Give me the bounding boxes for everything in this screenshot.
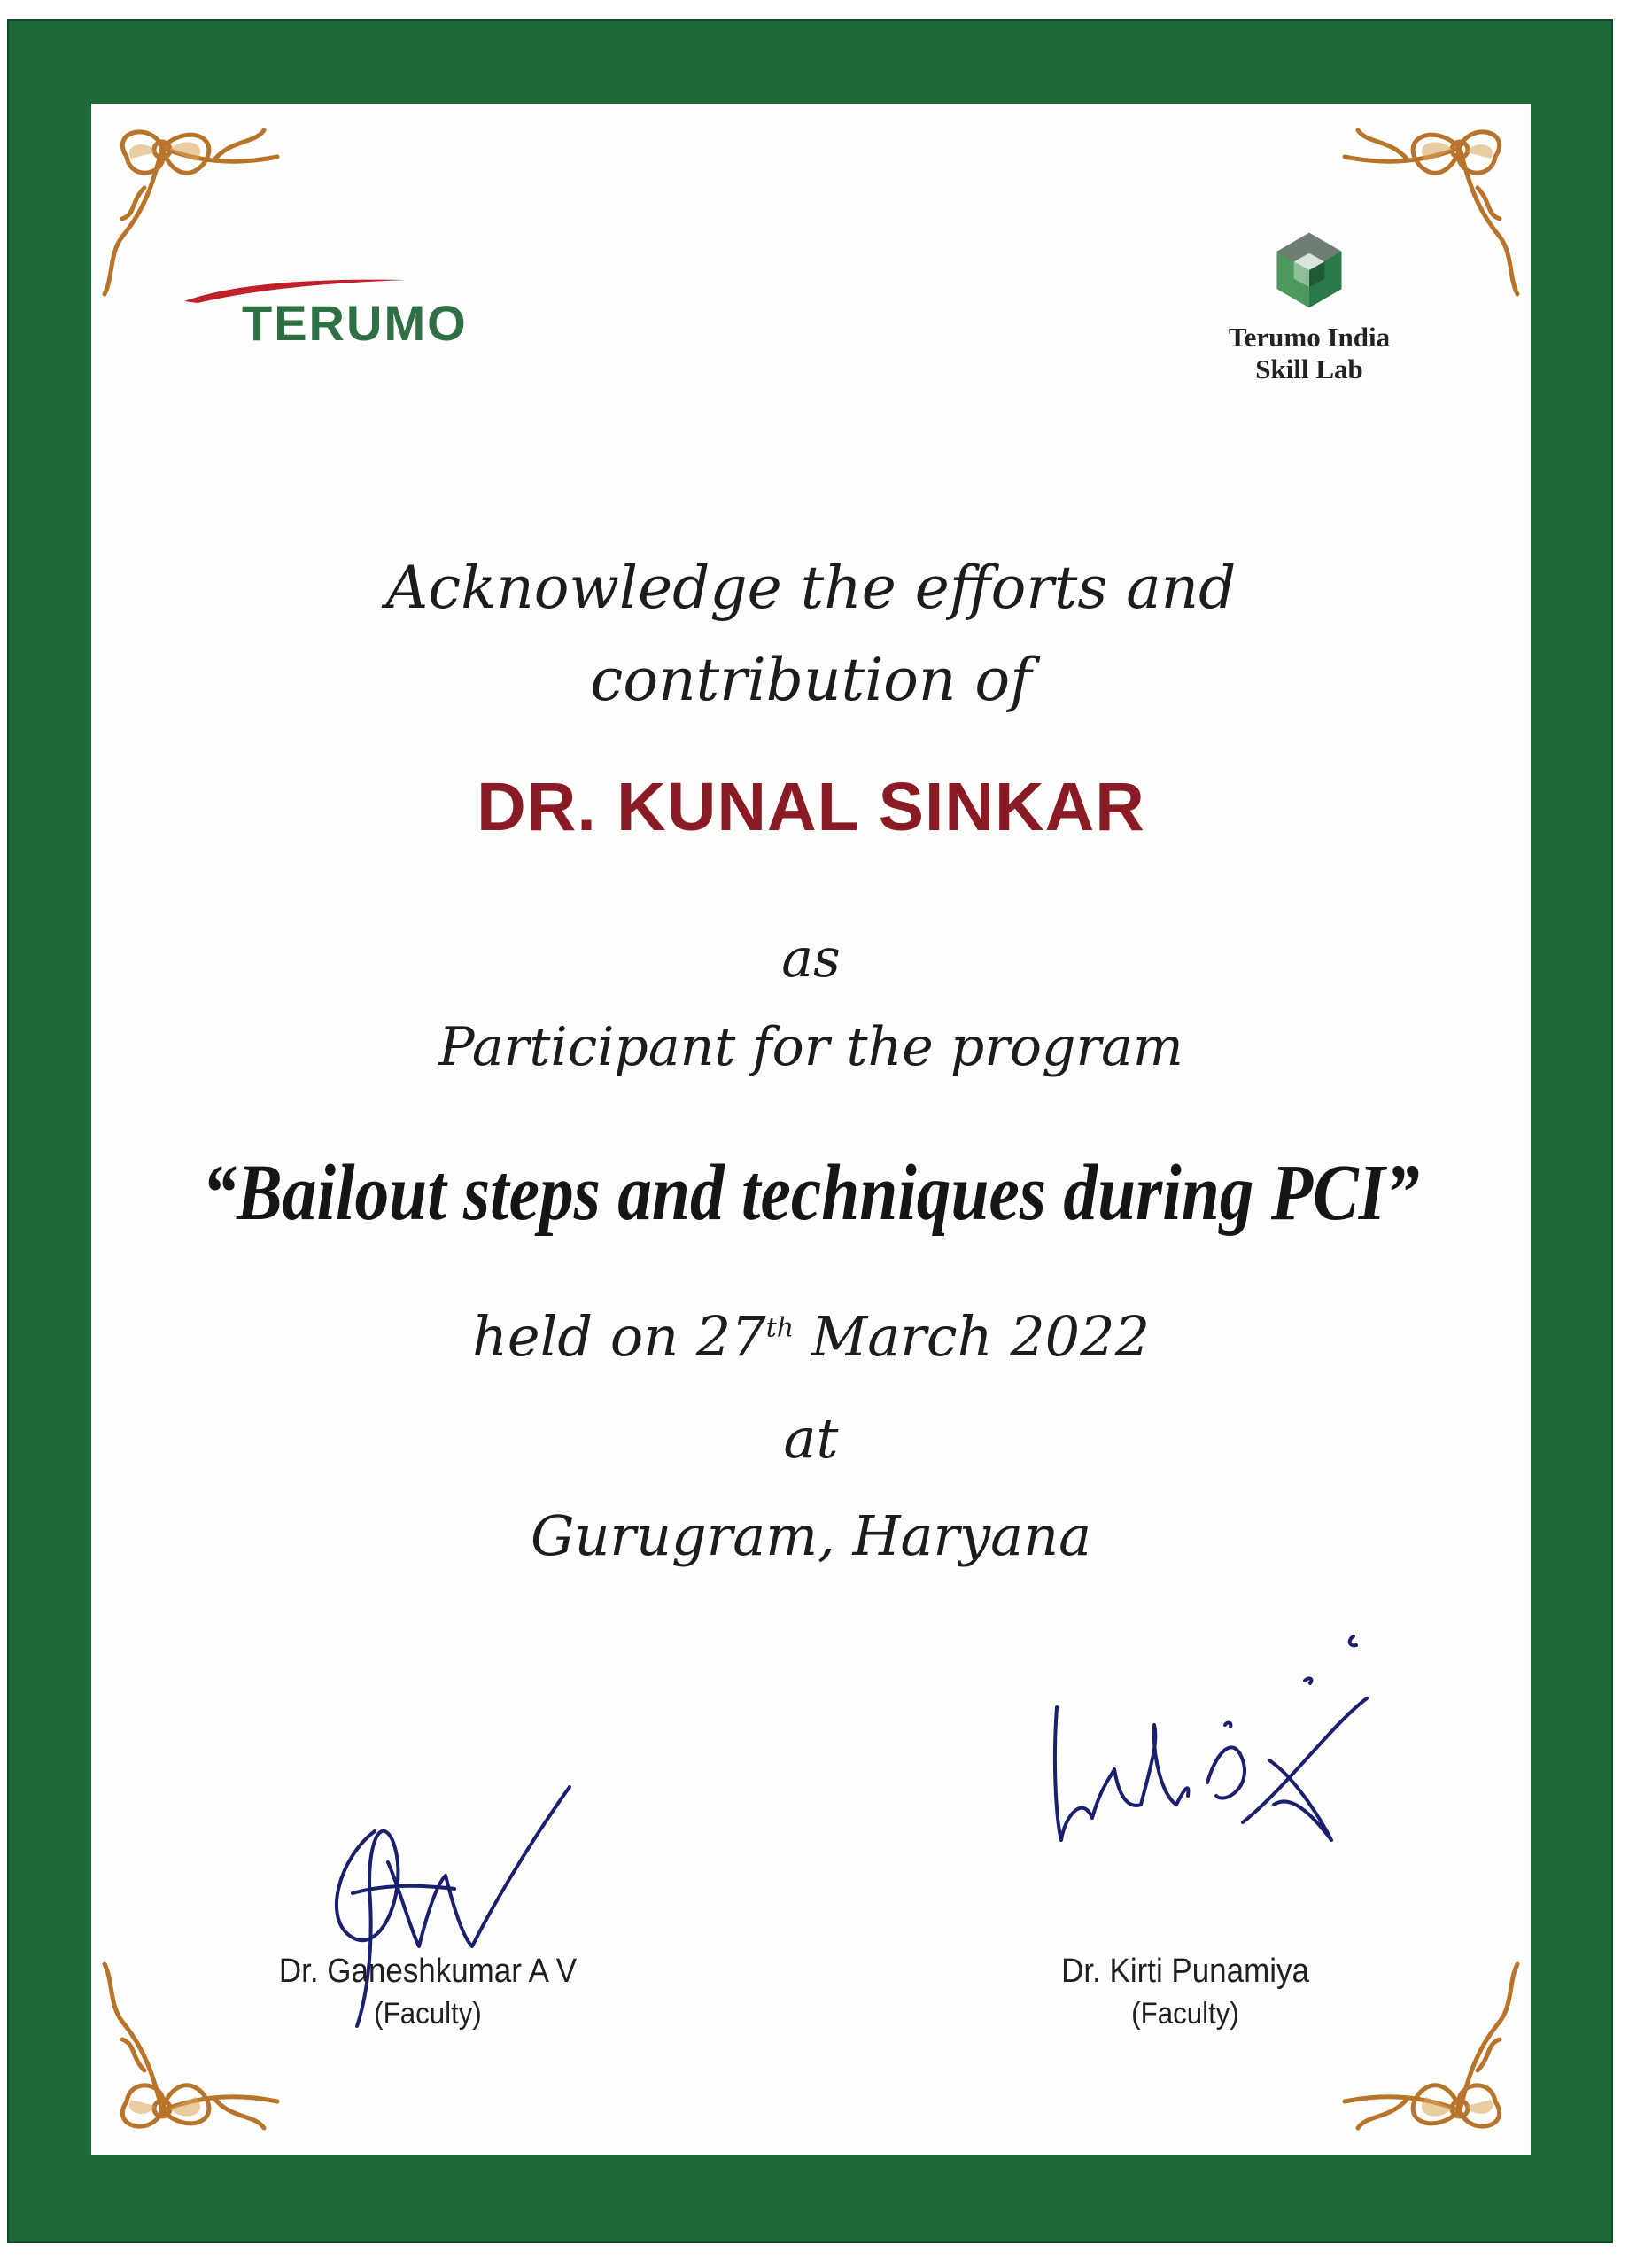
- at-text: at: [783, 1406, 839, 1471]
- acknowledgement-line-2: contribution of: [590, 646, 1032, 714]
- program-title: “Bailout steps and techniques during PCI”: [202, 1149, 1420, 1237]
- participant-role: Participant for the program: [438, 1016, 1183, 1078]
- event-location: Gurugram, Haryana: [530, 1503, 1092, 1568]
- event-date-ordinal: th: [765, 1312, 795, 1344]
- as-text: as: [781, 928, 841, 990]
- skill-lab-name-line1: Terumo India: [1228, 322, 1391, 353]
- terumo-wordmark: TERUMO: [242, 295, 468, 351]
- signatory-right: [1014, 1951, 1356, 2036]
- acknowledgement-line-1: Acknowledge the efforts and: [385, 554, 1237, 622]
- signature-right: [950, 1627, 1429, 1893]
- signatory-left-name: Dr. Ganeshkumar A V: [278, 1953, 578, 1990]
- certificate-paper: [91, 104, 1531, 2155]
- signatory-right-role: (Faculty): [1131, 1997, 1239, 2031]
- event-date: [91, 1304, 1531, 1369]
- acknowledgement-text: [91, 542, 1531, 726]
- signatory-right-name: Dr. Kirti Punamiya: [1061, 1953, 1309, 1990]
- signatory-left-role: (Faculty): [374, 1997, 482, 2031]
- event-date-rest: March 2022: [794, 1304, 1151, 1369]
- event-date-prefix: held on 27: [471, 1304, 766, 1369]
- skill-lab-cube-icon: [1267, 228, 1352, 313]
- recipient-name: DR. KUNAL SINKAR: [477, 769, 1145, 845]
- certificate-border: [7, 19, 1613, 2243]
- skill-lab-name-line2: Skill Lab: [1255, 353, 1363, 384]
- signatory-left: [257, 1951, 599, 2036]
- terumo-logo: [180, 276, 516, 351]
- skill-lab-logo: [1176, 228, 1442, 385]
